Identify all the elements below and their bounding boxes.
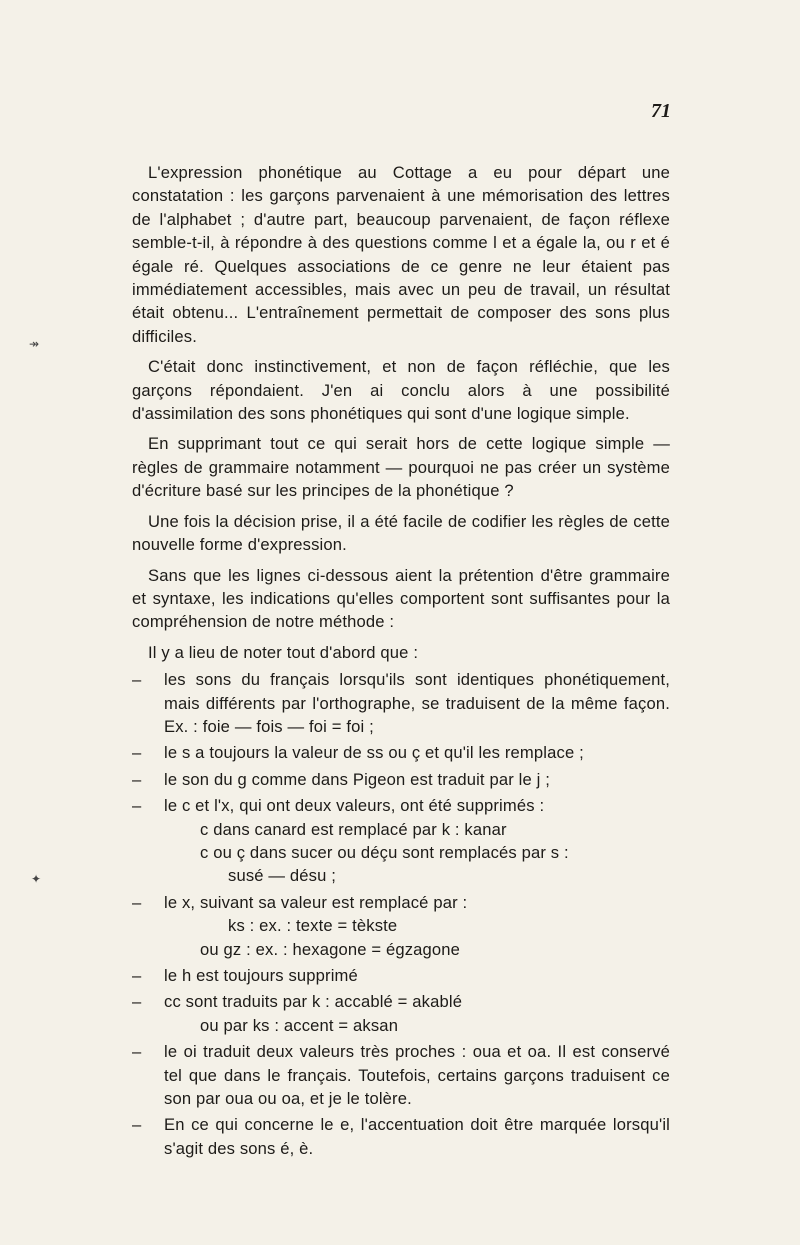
rule-text: le s a toujours la valeur de ss ou ç et qu'il les remplace ; xyxy=(164,743,584,763)
dash-bullet: – xyxy=(132,796,142,816)
paragraph-method: Sans que les lignes ci-dessous aient la prétention d'être grammaire et syntaxe, les indications qu'elles comportent sont suffisantes pour la compréhension de notre méthode : xyxy=(132,565,670,632)
rule-subline: susé — désu ; xyxy=(228,866,337,886)
rule-item xyxy=(132,668,670,738)
dash-bullet: – xyxy=(132,743,142,763)
rule-subline: ou par ks : accent = aksan xyxy=(200,1015,399,1035)
rule-text: le c et l'x, qui ont deux valeurs, ont été supprimés : xyxy=(164,796,545,816)
paragraph-intro: L'expression phonétique au Cottage a eu pour départ une constatation : les garçons parvenaient à une mémorisation des lettres de l'alphabet ; d'autre part, beaucoup parvenaient, de façon réflexe semble-t-il, à répondre à des questions comme l et a égale la, ou r et é égale ré. Quelques associations de ce genre ne leur étaient pas immédiatement accessibles, mais avec un peu de travail, un résultat était obtenu... L'entraînement permettait de composer des sons plus difficiles. xyxy=(132,163,670,346)
rule-item xyxy=(132,964,670,987)
rule-item xyxy=(132,741,670,764)
rule-text: les sons du français lorsqu'ils sont identiques phonétiquement, mais différents par l'orthographe, se traduisent de la même façon. Ex. : foie — fois — foi = foi ; xyxy=(164,670,670,736)
dash-bullet: – xyxy=(132,892,142,912)
rule-item xyxy=(132,1113,670,1160)
rule-item xyxy=(132,990,670,1037)
rule-text: le x, suivant sa valeur est remplacé par : xyxy=(164,892,468,912)
rule-subline: c ou ç dans sucer ou déçu sont remplacés par s : xyxy=(200,842,569,862)
body-text xyxy=(132,161,670,1163)
rule-item xyxy=(132,1040,670,1110)
rule-text: le son du g comme dans Pigeon est traduit par le j ; xyxy=(164,769,550,789)
rule-item xyxy=(132,768,670,791)
rule-subline: ou gz : ex. : hexagone = égzagone xyxy=(200,939,461,959)
page-number: 71 xyxy=(651,100,671,122)
dash-bullet: – xyxy=(132,992,142,1012)
paragraph-instinct: C'était donc instinctivement, et non de façon réfléchie, que les garçons répondaient. J'en ai conclu alors à une possibilité d'assimilation des sons phonétiques qui sont d'une logique simple. xyxy=(132,357,670,424)
rule-text: En ce qui concerne le e, l'accentuation doit être marquée lorsqu'il s'agit des sons é, è. xyxy=(164,1115,670,1158)
rule-item xyxy=(132,891,670,961)
rule-text: le oi traduit deux valeurs très proches : oua et oa. Il est conservé tel que dans le français. Toutefois, certains garçons traduisent ce son par oua ou oa, et je le tolère. xyxy=(164,1042,670,1109)
dash-bullet: – xyxy=(132,966,142,985)
dash-bullet: – xyxy=(132,670,142,690)
rule-subline: ks : ex. : texte = tèkste xyxy=(228,916,398,936)
rule-item xyxy=(132,794,670,888)
margin-star-mark: ✦ xyxy=(31,872,42,886)
paragraph-decision: Une fois la décision prise, il a été facile de codifier les règles de cette nouvelle forme d'expression. xyxy=(132,511,670,555)
paragraph-question: En supprimant tout ce qui serait hors de cette logique simple — règles de grammaire notamment — pourquoi ne pas créer un système d'écriture basé sur les principes de la phonétique ? xyxy=(132,434,670,501)
rule-subline: c dans canard est remplacé par k : kanar xyxy=(200,819,507,839)
dash-bullet: – xyxy=(132,1042,142,1062)
rule-text: cc sont traduits par k : accablé = akablé xyxy=(164,992,463,1012)
dash-bullet: – xyxy=(132,769,142,789)
margin-arrow-mark: ↠ xyxy=(29,337,40,351)
paragraph-note: Il y a lieu de noter tout d'abord que : xyxy=(148,642,419,662)
rule-text: le h est toujours supprimé xyxy=(164,966,358,985)
rules-list xyxy=(132,668,670,1160)
dash-bullet: – xyxy=(132,1115,142,1135)
